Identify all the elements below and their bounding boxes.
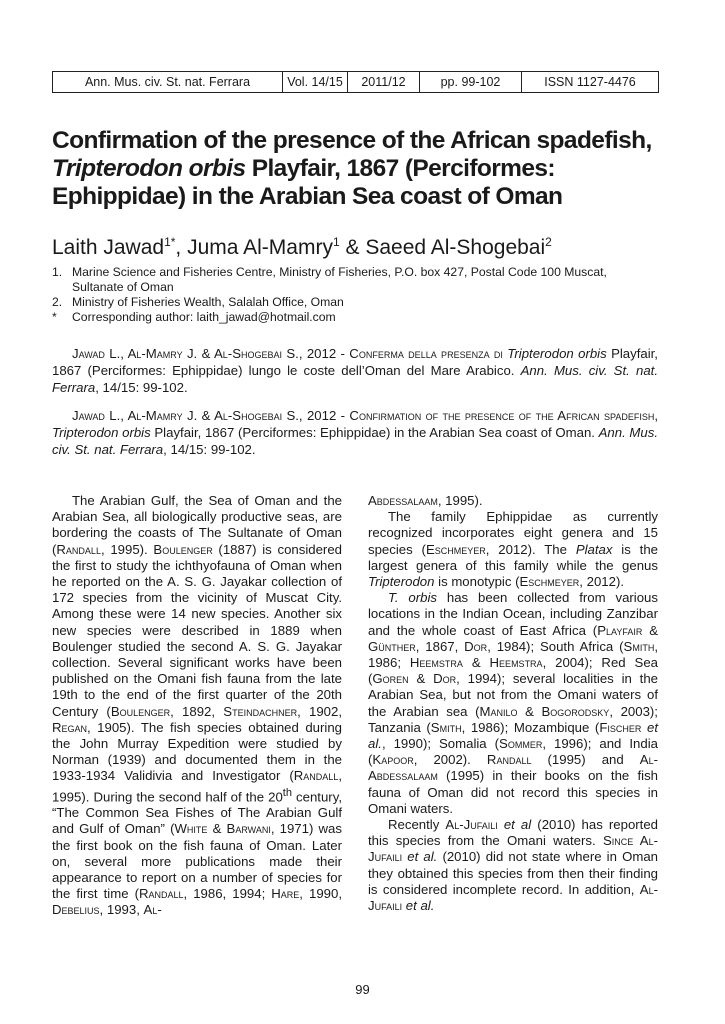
cited-author: Kapoor: [372, 752, 414, 768]
author-affiliation-mark: 1*: [164, 235, 176, 249]
citation-authors: Jawad L., Al-Mamry J. & Al-Shogebai S., 2012 - Confirmation of the presence of the African spadefish,: [72, 408, 658, 423]
text-run: , 2002).: [413, 752, 487, 768]
cited-author: Eschmeyer: [425, 541, 486, 557]
italic-term: et al.: [368, 719, 658, 752]
cited-author: Randall: [56, 541, 101, 557]
pages: pp. 99-102: [420, 72, 522, 93]
cited-author: Manilo & Bogorodsky: [479, 703, 610, 719]
affiliation: [52, 265, 660, 295]
text-run: , 1996); and India (: [368, 736, 658, 768]
paragraph: [368, 509, 658, 590]
affiliation-text: Corresponding author: laith_jawad@hotmail.com: [72, 310, 336, 324]
text-run: The family Ephippidae as currently recognized incorporates eight genera and 15 species (: [368, 509, 658, 557]
cited-author: Boulenger: [110, 703, 171, 719]
article-title: [52, 127, 682, 211]
paragraph: [368, 817, 658, 914]
text-run: , 1892,: [170, 703, 224, 719]
cited-author: Sommer: [499, 736, 543, 752]
text-run: (2010) has reported this species from the Omani waters.: [368, 817, 659, 849]
cited-author: Randall: [138, 886, 184, 902]
cited-author: White & Barwani: [174, 821, 271, 837]
author-affiliation-mark: 2: [545, 235, 552, 249]
text-run: is monotypic (: [434, 574, 520, 590]
cited-author: Debelius: [52, 902, 100, 918]
cited-author: Eschmeyer: [519, 574, 580, 590]
italic-term: et al: [503, 817, 532, 833]
text-run: Recently: [388, 817, 446, 833]
italic-term: T. orbis: [388, 590, 437, 606]
citation-journal: Ann. Mus. civ. St. nat. Ferrara: [52, 363, 658, 395]
citation-journal: Ann. Mus. civ. St. nat. Ferrara: [52, 425, 658, 457]
affiliation-text: Ministry of Fisheries Wealth, Salalah Office, Oman: [72, 295, 344, 309]
year: 2011/12: [348, 72, 420, 93]
cited-author: Smith: [623, 638, 655, 654]
cited-author: Regan: [52, 719, 88, 735]
text-run: (1887) is considered the first to study the ichthyofauna of Oman when he reported on the A. S. G. Jayakar collection of 172 species from the vicinity of Muscat City. Among these were 14 new species. Another six new species were described in 1889 when Boulenger studied the second A. S. G. Jayakar collection. Several significant works have been published on the Omani fish fauna from the late 19th to the end of the first quarter of the 20th Century (: [52, 541, 342, 719]
corresponding-author: [52, 310, 660, 325]
author-list: [52, 229, 552, 261]
text-run: is the largest genera of this family while the genus: [368, 541, 658, 573]
volume: Vol. 14/15: [283, 72, 348, 93]
italic-term: Tripterodon: [368, 574, 435, 590]
cited-author: Playfair & Günther: [368, 622, 658, 654]
body-column-left: [52, 493, 342, 919]
text-run: The Arabian Gulf, the Sea of Oman and the Arabian Sea, all biologically productive seas, are bordering the coasts of The Sultanate of Oman (: [52, 493, 342, 557]
text-run: century, “The Common Sea Fishes of The Arabian Gulf and Gulf of Oman” (: [52, 789, 342, 837]
title-species: Tripterodon orbis: [52, 155, 246, 182]
text-run: , 1986); Mozambique (: [461, 719, 600, 735]
italic-term: et al.: [405, 898, 435, 914]
text-run: , 1971) was the first book on the fish fauna of Oman. Later on, several more publications made their appearance to report on a number of species for the first time (: [52, 821, 342, 902]
text-run: , 1994); several localities in the Arabian Sea, but not from the Omani waters of the Arabian sea (: [368, 671, 658, 719]
text-run: , 1986, 1994;: [183, 886, 272, 902]
citation-authors: Jawad L., Al-Mamry J. & Al-Shogebai S., 2012 - Conferma della presenza di: [72, 346, 508, 361]
affiliations: [52, 265, 660, 325]
citation-text: Playfair, 1867 (Perciformes: Ephippidae) lungo le coste dell’Oman del Mare Arabico.: [52, 346, 658, 378]
cited-author: Hare: [271, 886, 300, 902]
text-run: (1995) and: [531, 752, 640, 768]
cited-author: Randall: [293, 768, 339, 784]
text-run: has been collected from various locations in the Indian Ocean, including Zanzibar and the whole coast of East Africa (: [368, 590, 658, 638]
paragraph-continued: [368, 493, 658, 509]
text-run: , 1984); South Africa (: [487, 638, 624, 654]
cited-author: Heemstra & Heemstra: [409, 655, 543, 671]
citation-species: Tripterodon orbis: [52, 425, 151, 440]
text-run: , 1990); Somalia (: [381, 736, 500, 752]
text-run: , 1995).: [100, 541, 154, 557]
cited-author: Randall: [486, 752, 532, 768]
citation-english: [52, 407, 658, 458]
superscript: th: [282, 786, 292, 799]
affiliation-text: Marine Science and Fisheries Centre, Ministry of Fisheries, P.O. box 427, Postal Code 100 Muscat, Sultanate of Oman: [72, 265, 607, 294]
text-run: , 2012). The: [485, 541, 576, 557]
cited-author: Smith: [430, 719, 462, 735]
italic-term: et al.: [407, 849, 438, 865]
text-run: , 2004); Red Sea (: [368, 655, 658, 687]
cited-author: Fischer: [599, 719, 642, 735]
text-run: , 1995). During the second half of the 20: [52, 768, 342, 805]
author-affiliation-mark: 1: [332, 235, 340, 249]
cited-author: Goren & Dor: [372, 671, 457, 687]
cited-author: Al-Abdessalaam: [368, 752, 658, 784]
affiliation-mark: *: [52, 310, 57, 324]
italic-term: Platax: [575, 541, 613, 557]
author-name: Juma Al-Mamry: [187, 236, 333, 259]
title-line-2: Playfair, 1867 (Perciformes:: [245, 155, 555, 182]
text-run: , 2012).: [579, 574, 625, 590]
issn: ISSN 1127-4476: [522, 72, 659, 93]
author-name: Saeed Al-Shogebai: [365, 236, 546, 259]
text-run: , 1995).: [437, 493, 483, 508]
cited-author: Boulenger: [153, 541, 213, 557]
paragraph: [52, 493, 342, 919]
citation-italian: [52, 345, 658, 396]
cited-author: Dor: [464, 638, 488, 654]
cited-author: Since Al-Jufaili: [368, 833, 658, 865]
affiliation: [52, 295, 660, 310]
page-number: 99: [355, 982, 370, 997]
citation-volume: , 14/15: 99-102.: [95, 380, 188, 395]
affiliation-mark: 2.: [52, 295, 63, 309]
title-line-3: Ephippidae) in the Arabian Sea coast of Oman: [52, 183, 563, 210]
text-run: , 1986;: [368, 638, 658, 671]
author-name: Laith Jawad: [52, 236, 165, 259]
text-run: , 1902,: [297, 703, 342, 719]
text-run: , 1905). The fish species obtained during the John Murray Expedition were studied by Norman (1939) and documented them in the 1933-1934 Validivia and Investigator (: [52, 719, 342, 784]
text-run: , 1993,: [99, 902, 144, 918]
text-run: , 1867,: [415, 638, 465, 654]
cited-author: Al-: [143, 902, 162, 918]
paragraph: [368, 590, 658, 817]
text-run: , 2003); Tanzania (: [368, 703, 658, 735]
cited-author: Abdessalaam: [368, 493, 438, 508]
title-line-1: Confirmation of the presence of the African spadefish,: [52, 127, 652, 154]
author-separator: &: [339, 236, 366, 259]
citation-text: Playfair, 1867 (Perciformes: Ephippidae) in the Arabian Sea coast of Oman.: [150, 425, 599, 440]
citation-species: Tripterodon orbis: [507, 346, 607, 361]
journal-name: Ann. Mus. civ. St. nat. Ferrara: [53, 72, 283, 93]
journal-header: [52, 71, 659, 93]
text-run: (2010) did not state where in Oman they obtained this species from then their finding is considered incomplete record. In addition,: [368, 849, 658, 897]
citation-volume: , 14/15: 99-102.: [163, 442, 256, 457]
cited-author: Steindachner: [223, 703, 298, 719]
affiliation-mark: 1.: [52, 265, 63, 279]
author-separator: ,: [175, 236, 188, 259]
cited-author: Al-Jufaili: [445, 817, 498, 833]
body-column-right: [368, 493, 658, 914]
text-run: (1995) in their books on the fish fauna of Oman did not record this species in Omani waters.: [368, 768, 658, 816]
text-run: , 1990,: [299, 886, 342, 902]
cited-author: Al-Jufaili: [368, 881, 658, 914]
